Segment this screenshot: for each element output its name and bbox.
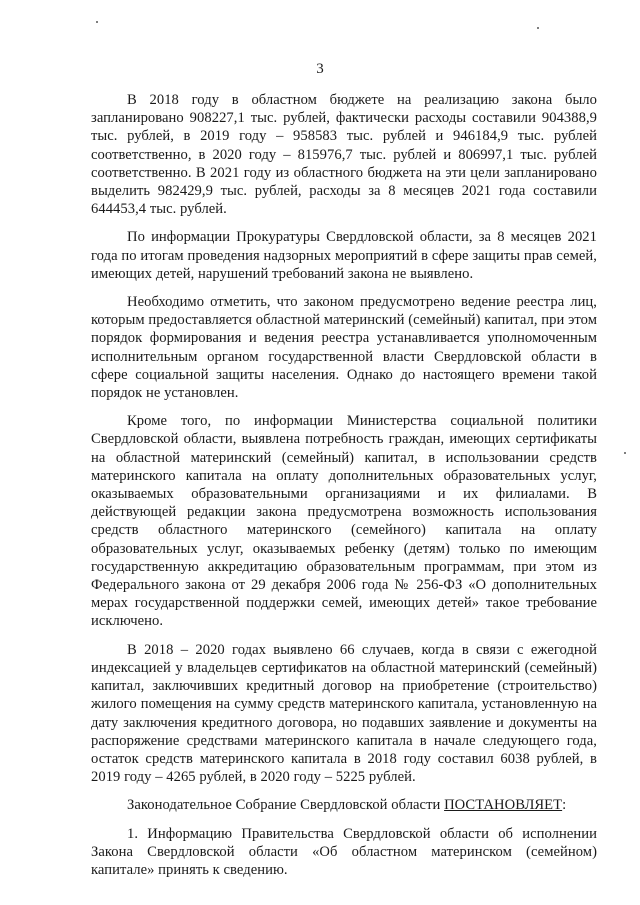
paragraph-education-services: Кроме того, по информации Министерства социальной политики Свердловской области, выявлена потребность граждан, имеющих сертификаты на областной материнский (семейный) капитал, в использовании средств материнского капитала на оплату дополнительных образовательных услуг, оказываемых образовательными организациями и их филиалами. В действующей редакции закона предусмотрена возможность использования средств областного материнского (семейного) капитала на оплату образовательных услуг, оказываемых ребенку (детям) только по имеющим государственную аккредитацию образовательным программам, при этом из Федерального закона от 29 декабря 2006 года № 256-ФЗ «О дополнительных мерах государственной поддержки семей, имеющих детей» такое требование исключено. <box>91 413 597 630</box>
scan-speck <box>96 21 98 23</box>
scan-speck <box>624 452 626 454</box>
resolution-colon: : <box>562 797 567 814</box>
page-number: 3 <box>316 61 324 77</box>
paragraph-indexation-cases: В 2018 – 2020 годах выявлено 66 случаев, когда в связи с ежегодной индексацией у владельцев сертификатов на областной материнский (семейный) капитал, заключивших кредитный договор на приобретение (строительство) жилого помещения на сумму средств материнского капитала, установленную на дату заключения кредитного договора, но подавших заявление и документы на распоряжение средствами материнского капитала в начале следующего года, остаток средств материнского капитала в 2018 году составил 6038 рублей, в 2019 году – 4265 рублей, в 2020 году – 5225 рублей. <box>91 641 597 786</box>
resolution-line <box>91 796 597 814</box>
resolution-lead: Законодательное Собрание Свердловской области <box>127 797 445 814</box>
paragraph-budget: В 2018 году в областном бюджете на реализацию закона было запланировано 908227,1 тыс. рублей, фактически расходы составили 904388,9 тыс. рублей, в 2019 году – 958583 тыс. рублей и 946184,9 тыс. рублей соответственно, в 2020 году – 815976,7 тыс. рублей и 806997,1 тыс. рублей соответственно. В 2021 году из областного бюджета на эти цели запланировано выделить 982429,9 тыс. рублей, расходы за 8 месяцев 2021 года составили 644453,4 тыс. рублей. <box>91 92 597 218</box>
paragraph-registry: Необходимо отметить, что законом предусмотрено ведение реестра лиц, которым предоставляется областной материнский (семейный) капитал, при этом порядок формирования и ведения реестра устанавливается уполномоченным исполнительным органом государственной власти Свердловской области в сфере социальной защиты населения. Однако до настоящего времени такой порядок не установлен. <box>91 294 597 402</box>
resolution-verb: ПОСТАНОВЛЯЕТ <box>444 797 563 814</box>
paragraph-prosecutor: По информации Прокуратуры Свердловской области, за 8 месяцев 2021 года по итогам проведения надзорных мероприятий в сфере защиты прав семей, имеющих детей, нарушений требований закона не выявлено. <box>91 229 597 282</box>
resolution-item-1: 1. Информацию Правительства Свердловской области об исполнении Закона Свердловской области «Об областном материнском (семейном) капитале» принять к сведению. <box>91 825 597 878</box>
scan-speck <box>537 27 539 29</box>
document-body <box>91 91 597 879</box>
